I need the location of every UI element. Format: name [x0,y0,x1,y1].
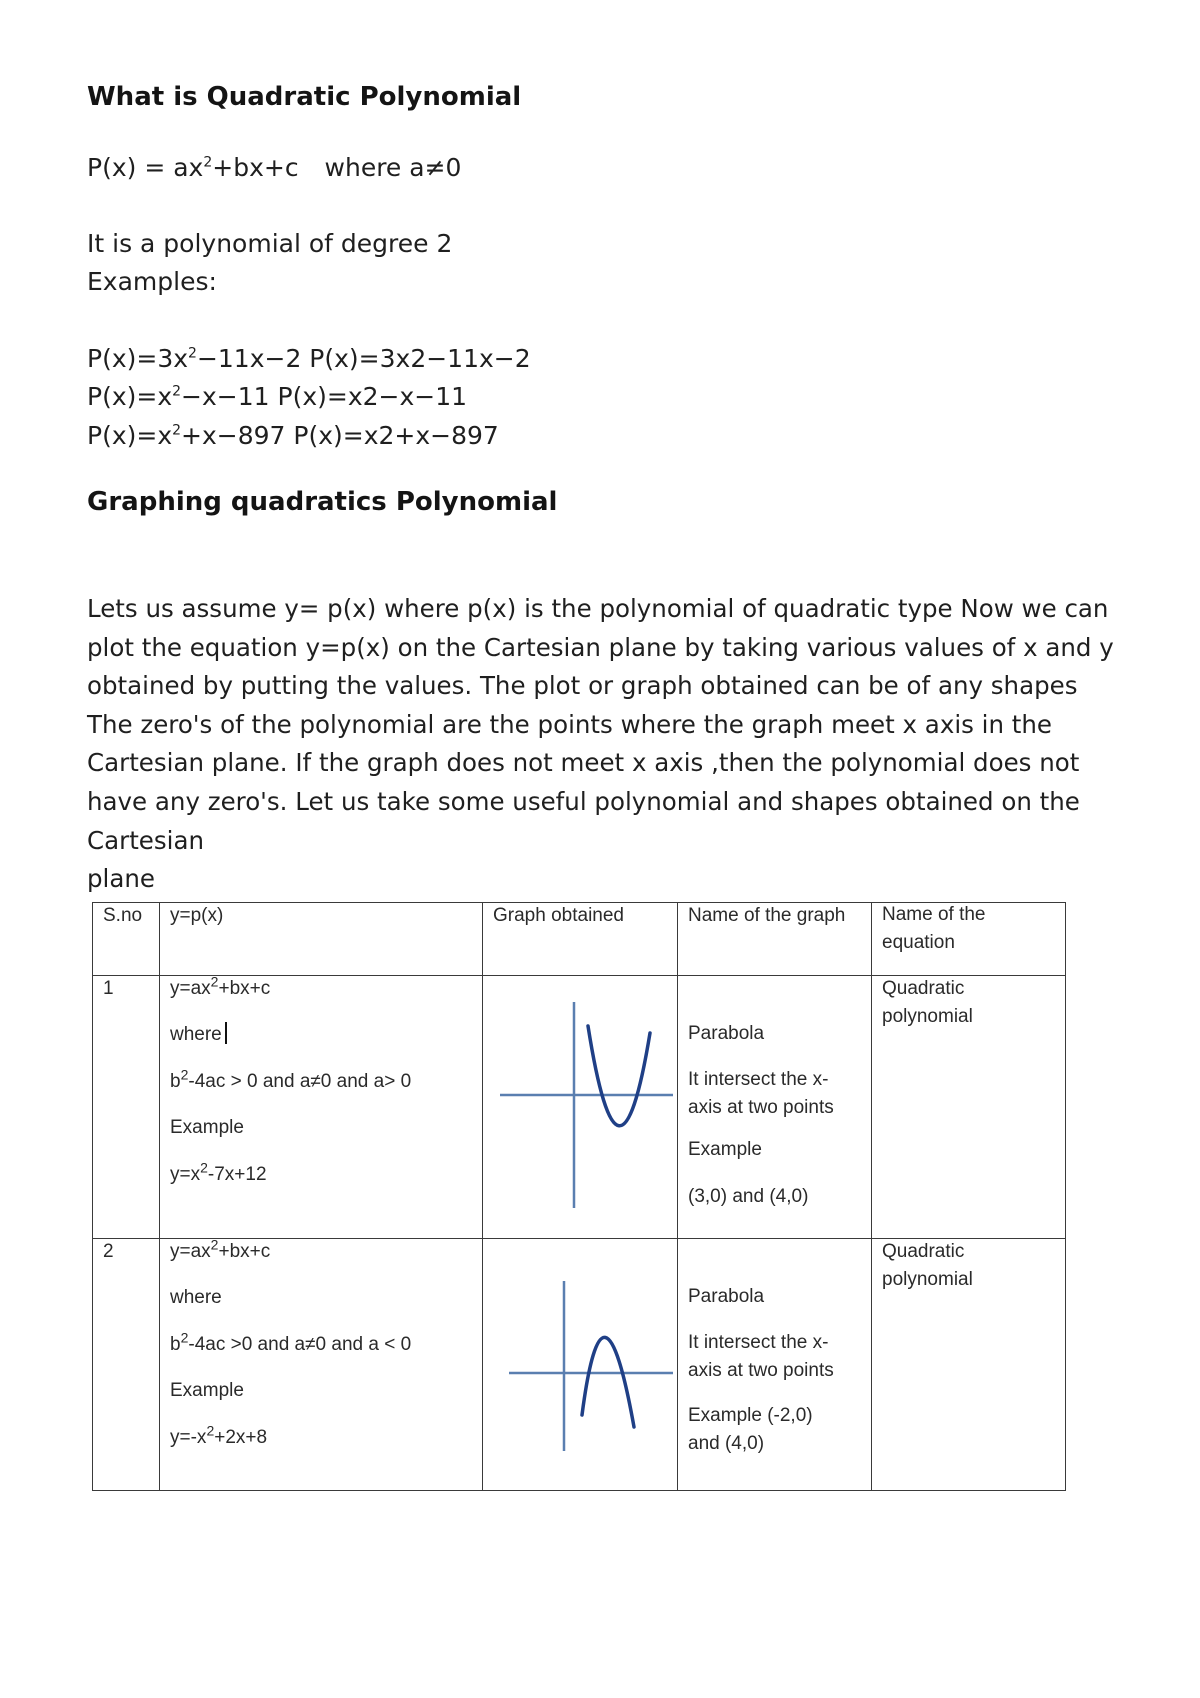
row1-graph-name: Parabola [688,1023,765,1044]
row2-graph-name: Parabola [688,1286,765,1307]
row1-example: $y=x^2-7x+12$ [170,1159,267,1185]
header-equation: y=p(x) [160,903,483,976]
row1-example-label: Example [170,1117,244,1138]
header-graph-obtained: Graph obtained [483,903,678,976]
row1-where: where [170,1024,222,1045]
row2-equation-name: Quadratic polynomial [882,1241,973,1290]
row1-equation-name: Quadratic polynomial [882,978,973,1027]
row2-example: $y=-x^2+2x+8$ [170,1422,268,1448]
heading-graphing-quadratics: Graphing quadratics Polynomial [87,487,558,517]
row2-example-label: Example [170,1380,244,1401]
row2-graph-name-cell [678,1239,872,1491]
table-row [93,976,1066,1239]
row2-where: where [170,1287,222,1308]
examples-label: Examples: [87,267,217,296]
row1-graph-cell [483,976,678,1239]
header-equation-name: Name of the equation [872,903,1066,976]
formula-condition: where a≠0 [324,153,462,182]
row2-sno: 2 [93,1239,160,1491]
row2-condition: $b^2-4ac >0$ and a≠0 and a < 0 [170,1329,412,1355]
row1-graph-name-cell [678,976,872,1239]
row2-equation-name-cell [872,1239,1066,1491]
table-header-row [93,903,1066,976]
row1-condition: $b^2-4ac > 0$ and a≠0 and a> 0 [170,1066,412,1092]
header-graph-name: Name of the graph [678,903,872,976]
header-sno: S.no [93,903,160,976]
row1-equation-cell [160,973,483,1239]
text-cursor [225,1022,227,1044]
polynomial-graphs-table [92,902,1066,1491]
row1-graph-example: (3,0) and (4,0) [688,1186,809,1207]
downward-parabola-graph [483,1239,677,1490]
row2-intersect: It intersect the x-axis at two points [688,1332,834,1381]
general-formula: $P(x) = ax^2+bx+c$ where a≠0 [87,153,462,182]
row1-sno: 1 [93,976,160,1239]
parabola-curve [582,1337,634,1427]
example-line-2: $P(x)=x^2-x-11$ P(x)=x2−x−11 [87,382,468,411]
row2-equation-cell [160,1236,483,1491]
row1-intersect: It intersect the x-axis at two points [688,1069,834,1118]
degree-text: It is a polynomial of degree 2 [87,229,453,258]
row1-equation: $y=ax^2+bx+c$ [170,973,271,999]
row2-graph-cell [483,1239,678,1491]
example-line-3: $P(x)=x^2+x-897$ P(x)=x2+x−897 [87,421,499,450]
row2-graph-example: Example (-2,0) and (4,0) [688,1405,813,1454]
row1-graph-example-label: Example [688,1139,762,1160]
row2-equation: $y=ax^2+bx+c$ [170,1236,271,1262]
parabola-curve [588,1026,650,1126]
upward-parabola-graph [483,976,677,1238]
example-line-1: $P(x)=3x^2-11x-2$ P(x)=3x2−11x−2 [87,344,531,373]
row1-equation-name-cell [872,976,1066,1239]
graphing-paragraph: Lets us assume y= p(x) where p(x) is the polynomial of quadratic type Now we can plot the equation y=p(x) on the Cartesian plane by taking various values of x and y obtained by putting the values. The plot or graph obtained can be of any shapes The zero's of the polynomial are the points where the graph meet x axis in the Cartesian plane. If the graph does not meet x axis ,then the polynomial does not have any zero's. Let us take some useful polynomial and shapes obtained on the Cartesian plane [87,594,1114,894]
heading-what-is-quadratic: What is Quadratic Polynomial [87,82,522,112]
table-row [93,1239,1066,1491]
